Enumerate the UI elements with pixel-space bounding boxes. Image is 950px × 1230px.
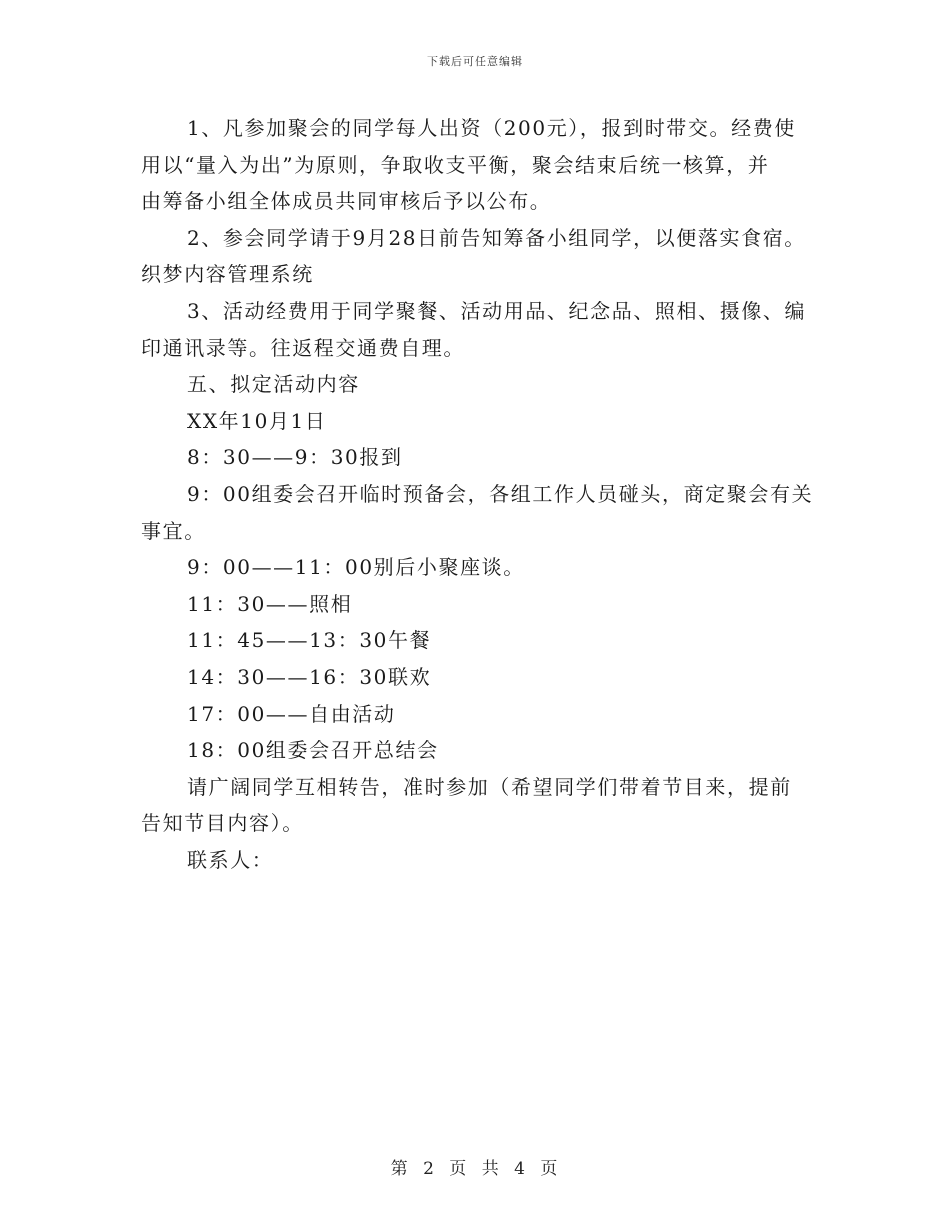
paragraph-line-7: 印通讯录等。往返程交通费自理。 — [141, 335, 465, 360]
schedule-item-free: 17：00——自由活动 — [187, 701, 396, 726]
paragraph-line-5: 织梦内容管理系统 — [141, 262, 314, 287]
paragraph-line-4: 2、参会同学请于9月28日前告知筹备小组同学，以便落实食宿。 — [187, 225, 806, 250]
page-number: 第 2 页 共 4 页 — [390, 1159, 560, 1179]
schedule-item-summary: 18：00组委会召开总结会 — [187, 738, 439, 763]
paragraph-line-3: 由筹备小组全体成员共同审核后予以公布。 — [141, 189, 552, 214]
section-heading: 五、拟定活动内容 — [187, 372, 360, 397]
schedule-item-photo: 11：30——照相 — [187, 591, 353, 616]
schedule-item-checkin: 8：30——9：30报到 — [187, 445, 403, 470]
schedule-item-prep-meeting: 9：00组委会召开临时预备会，各组工作人员碰头，商定聚会有关 — [187, 481, 814, 506]
schedule-item-lunch: 11：45——13：30午餐 — [187, 628, 432, 653]
paragraph-line-2: 用以“量入为出”为原则，争取收支平衡，聚会结束后统一核算，并 — [141, 152, 770, 177]
schedule-item-prep-meeting-cont: 事宜。 — [141, 518, 206, 543]
document-body — [141, 110, 813, 878]
paragraph-line-6: 3、活动经费用于同学聚餐、活动用品、纪念品、照相、摄像、编 — [187, 298, 807, 323]
event-date: XX年10月1日 — [187, 408, 327, 433]
contact-label: 联系人： — [187, 847, 274, 872]
page-header: 下载后可任意编辑 — [427, 55, 523, 68]
schedule-item-discussion: 9：00——11：00别后小聚座谈。 — [187, 555, 525, 580]
notice-line-2: 告知节目内容）。 — [141, 811, 304, 836]
paragraph-line-1: 1、凡参加聚会的同学每人出资（200元），报到时带交。经费使 — [187, 116, 796, 140]
notice-line-1: 请广阔同学互相转告，准时参加（希望同学们带着节目来，提前 — [187, 774, 792, 799]
schedule-item-party: 14：30——16：30联欢 — [187, 664, 432, 689]
